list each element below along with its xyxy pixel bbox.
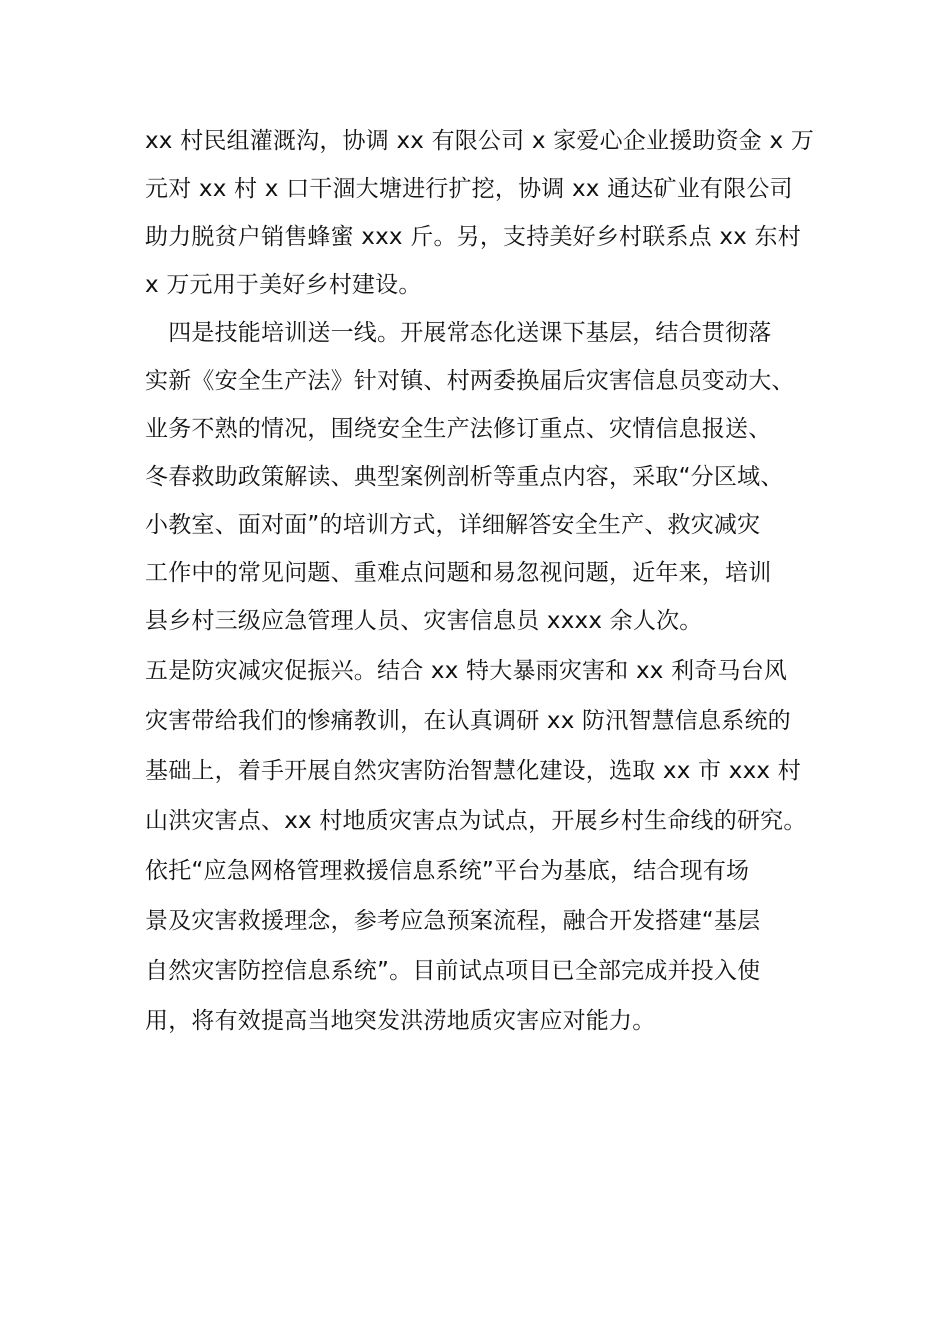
text-line: 基础上，着手开展自然灾害防治智慧化建设，选取 xx 市 xxx 村 — [145, 758, 801, 784]
text-line: 小教室、面对面”的培训方式，详细解答安全生产、救灾减灾 — [145, 512, 761, 538]
text-line: 助力脱贫户销售蜂蜜 xxx 斤。另，支持美好乡村联系点 xx 东村 — [145, 224, 801, 250]
text-line: 实新《安全生产法》针对镇、村两委换届后灾害信息员变动大、 — [145, 368, 795, 394]
text-line: 四是技能培训送一线。开展常态化送课下基层，结合贯彻落 — [145, 320, 772, 346]
text-line: 山洪灾害点、xx 村地质灾害点为试点，开展乡村生命线的研究。 — [145, 808, 807, 834]
text-line: 县乡村三级应急管理人员、灾害信息员 xxxx 余人次。 — [145, 608, 703, 634]
text-line: 工作中的常见问题、重难点问题和易忽视问题，近年来，培训 — [145, 560, 772, 586]
text-line: 五是防灾减灾促振兴。结合 xx 特大暴雨灾害和 xx 利奇马台风 — [145, 658, 788, 684]
text-line: 依托“应急网格管理救援信息系统”平台为基底，结合现有场 — [145, 858, 750, 884]
text-line: 用，将有效提高当地突发洪涝地质灾害应对能力。 — [145, 1008, 656, 1034]
text-line: 冬春救助政策解读、典型案例剖析等重点内容，采取“分区域、 — [145, 464, 784, 490]
text-line: 业务不熟的情况，围绕安全生产法修订重点、灾情信息报送、 — [145, 416, 772, 442]
text-line: 景及灾害救援理念，参考应急预案流程，融合开发搭建“基层 — [145, 908, 761, 934]
text-line: xx 村民组灌溉沟，协调 xx 有限公司 x 家爱心企业援助资金 x 万 — [145, 128, 815, 154]
text-line: 自然灾害防控信息系统”。目前试点项目已全部完成并投入使 — [145, 958, 761, 984]
text-line: 灾害带给我们的惨痛教训，在认真调研 xx 防汛智慧信息系统的 — [145, 708, 791, 734]
text-line: x 万元用于美好乡村建设。 — [145, 272, 422, 298]
text-line: 元对 xx 村 x 口干涸大塘进行扩挖，协调 xx 通达矿业有限公司 — [145, 176, 793, 202]
